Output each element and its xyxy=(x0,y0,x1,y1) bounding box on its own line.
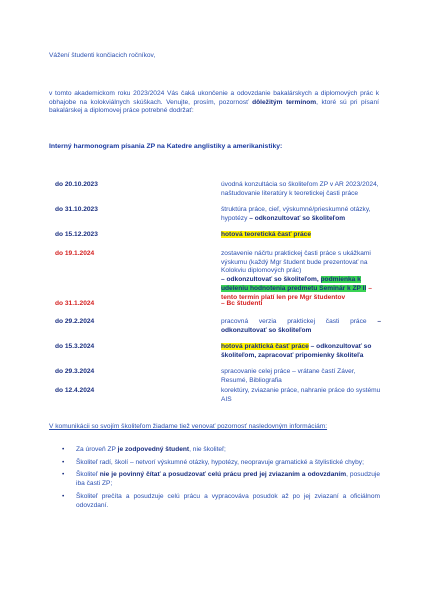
schedule-date: do 12.4.2024 xyxy=(55,387,95,394)
bullet-icon: • xyxy=(62,492,65,500)
bullet-icon: • xyxy=(62,458,65,466)
bullet-icon: • xyxy=(62,446,65,453)
intro-paragraph xyxy=(49,90,379,116)
bullet-icon: • xyxy=(62,471,65,479)
schedule-text: spracovanie celej práce – vrátane častí Záver, Resumé, Bibliografia xyxy=(221,368,356,384)
schedule-text: zostavenie náčrtu praktickej časti práce s ukážkami výskumu (každý Mgr študent bude prezentovať na Kolokviu diplomových prác) xyxy=(221,250,371,275)
list-item xyxy=(62,446,380,455)
schedule-text: pracovná verzia praktickej časti práce xyxy=(221,318,367,325)
red-note: – tento termín platí len pre Mgr študentov xyxy=(221,284,372,301)
schedule-date: do 29.3.2024 xyxy=(55,368,95,375)
schedule-bold: – odkonzultovať so školiteľom, xyxy=(221,276,319,284)
schedule-bold: – odkonzultovať so školiteľom, zapracovať pripomienky školiteľa xyxy=(221,343,372,359)
list-text: Školiteľ radí, školí – netvorí výskumné otázky, hypotézy, neopravuje gramatické a štylistické chyby; xyxy=(76,458,364,466)
schedule-desc xyxy=(221,231,381,240)
highlight-green: podmienka k udeleniu hodnotenia predmetu Seminár k ZP II xyxy=(221,276,367,292)
info-list xyxy=(62,446,380,514)
list-text-end: , posudzuje iba časti ZP; xyxy=(76,471,380,488)
list-text-end: , nie školiteľ; xyxy=(189,446,226,453)
list-item xyxy=(62,471,380,488)
schedule-desc xyxy=(221,300,381,309)
schedule-text: štruktúra práce, cieľ, výskumné/prieskumné otázky, hypotézy xyxy=(221,206,371,222)
list-bold: nie je povinný čítať a posudzovať celú prácu pred jej zviazaním a odovzdaním xyxy=(99,471,347,479)
list-text: Školiteľ xyxy=(76,471,100,479)
list-item xyxy=(62,459,380,468)
highlight-yellow: hotová praktická časť práce xyxy=(221,343,309,350)
schedule-heading: Interný harmonogram písania ZP na Katedre anglistiky a amerikanistiky: xyxy=(49,143,283,150)
list-text: Školiteľ prečíta a posudzuje celú prácu a vypracováva posudok až po jej zviazaní a oficiálnom odovzdaní. xyxy=(76,492,380,509)
schedule-desc xyxy=(221,318,381,335)
intro-text-end: , ktoré sú pri písaní bakalárskej a diplomovej práce potrebné dodržať: xyxy=(49,98,379,115)
list-bold: je zodpovedný študent xyxy=(117,446,190,453)
schedule-date: do 31.1.2024 xyxy=(55,300,95,307)
schedule-text: korektúry, zviazanie práce, nahranie práce do systému AIS xyxy=(221,387,381,403)
salutation: Vážení študenti končiacich ročníkov, xyxy=(49,52,156,59)
schedule-bold: – odkonzultovať so školiteľom xyxy=(249,214,346,222)
list-text: Za úroveň ZP xyxy=(76,446,118,453)
schedule-date: do 15.12.2023 xyxy=(55,231,98,238)
intro-bold: dôležitým termínom xyxy=(252,98,317,106)
intro-text: v tomto akademickom roku 2023/2024 Vás čaká ukončenie a odovzdanie bakalárskych a diplomových prác k obhajobe na kolokviálnych skúškach. Venujte, prosím, pozornosť xyxy=(49,90,379,106)
schedule-date: do 19.1.2024 xyxy=(55,250,95,257)
schedule-text: úvodná konzultácia so školiteľom ZP v AR 2023/2024, naštudovanie literatúry k teoretickej časti práce xyxy=(221,181,379,197)
highlight-yellow: hotová teoretická časť práce xyxy=(221,231,312,238)
schedule-bold: – odkonzultovať so školiteľom xyxy=(221,318,381,334)
schedule-date: do 15.3.2024 xyxy=(55,343,95,350)
communication-paragraph: V komunikácii so svojím školiteľom žiadame tiež venovať pozornosť nasledovným informáciám: xyxy=(49,423,328,430)
schedule-desc xyxy=(221,206,381,223)
red-note: – Bc študenti xyxy=(221,300,263,307)
schedule-desc xyxy=(221,343,381,360)
schedule-date: do 20.10.2023 xyxy=(55,181,98,188)
schedule-desc xyxy=(221,250,381,302)
schedule-date: do 31.10.2023 xyxy=(55,206,98,213)
list-item xyxy=(62,493,380,510)
schedule-date: do 29.2.2024 xyxy=(55,318,95,325)
